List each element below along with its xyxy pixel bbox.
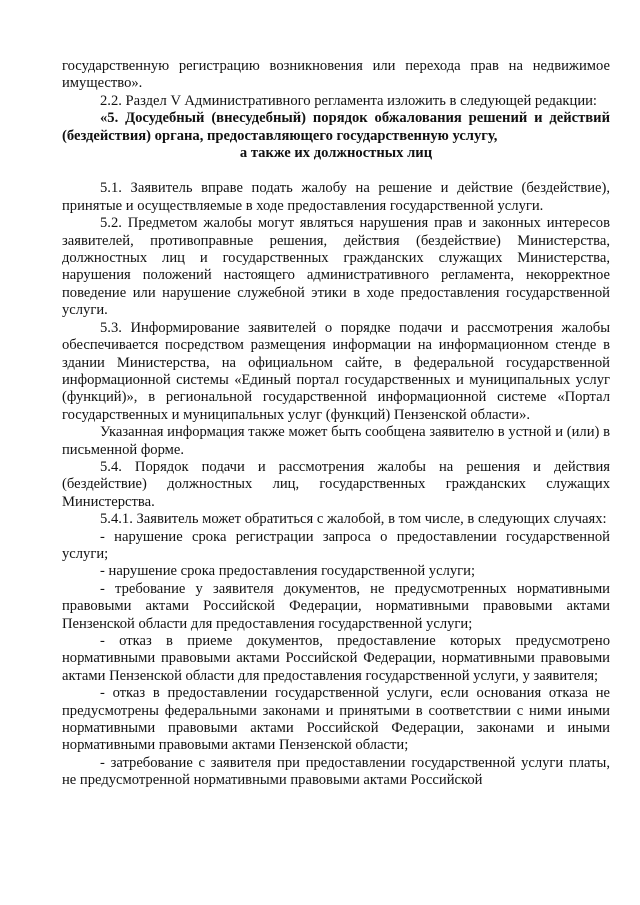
paragraph-5-4: 5.4. Порядок подачи и рассмотрения жалобы на решения и действия (бездействие) должностных лиц, государственных гражданских служащих Министерства. (62, 458, 610, 510)
list-item-case-3: - требование у заявителя документов, не предусмотренных нормативными правовыми актами Российской Федерации, нормативными правовыми актами Пензенской области для предоставления государственной услуги; (62, 580, 610, 632)
paragraph-5-2: 5.2. Предметом жалобы могут являться нарушения прав и законных интересов заявителей, противоправные решения, действия (бездействие) Министерства, должностных лиц и государственных гражданских служащих Министерства, нарушения положений настоящего административного регламента, некорректное поведение или нарушение служебной этики в ходе предоставления государственной услуги. (62, 215, 610, 319)
paragraph-5-3: 5.3. Информирование заявителей о порядке подачи и рассмотрения жалобы обеспечивается посредством размещения информации на информационном стенде в здании Министерства, на официальном сайте, в федеральной государственной информационной системы «Единый портал государственных и муниципальных услуг (функций)», в региональной государственной информационной системе «Портал государственных и муниципальных услуг (функций) Пензенской области». (62, 319, 610, 423)
section-heading: «5. Досудебный (внесудебный) порядок обжалования решений и действий (бездействия) органа, предоставляющего государственную услугу, (62, 110, 610, 144)
paragraph-5-4-1: 5.4.1. Заявитель может обратиться с жалобой, в том числе, в следующих случаях: (100, 511, 607, 528)
paragraph-continuation: государственную регистрацию возникновения или перехода прав на недвижимое имущество». (62, 58, 610, 92)
list-item-case-5: - отказ в предоставлении государственной услуги, если основания отказа не предусмотрены федеральными законами и принятыми в соответствии с ними иными нормативными правовыми актами Российской Федерации, законами и иными нормативными правовыми актами Пензенской области; (62, 685, 610, 754)
document-page (62, 58, 610, 790)
paragraph-5-3-note: Указанная информация также может быть сообщена заявителю в устной и (или) в письменной форме. (62, 424, 610, 458)
list-item-case-6: - затребование с заявителя при предоставлении государственной услуги платы, не предусмотренной нормативными правовыми актами Российской (62, 754, 610, 789)
list-item-case-1: - нарушение срока регистрации запроса о предоставлении государственной услуги; (62, 528, 610, 562)
section-heading-subline: а также их должностных лиц (239, 145, 433, 162)
list-item-case-2: - нарушение срока предоставления государственной услуги; (100, 563, 476, 580)
paragraph-2-2: 2.2. Раздел V Административного регламента изложить в следующей редакции: (100, 92, 597, 109)
list-item-case-4: - отказ в приеме документов, предоставление которых предусмотрено нормативными правовыми актами Российской Федерации, нормативными правовыми актами Пензенской области для предоставления государственной услуги, у заявителя; (62, 633, 610, 684)
paragraph-5-1: 5.1. Заявитель вправе подать жалобу на решение и действие (бездействие), принятые и осуществляемые в ходе предоставления государственной услуги. (62, 180, 610, 214)
